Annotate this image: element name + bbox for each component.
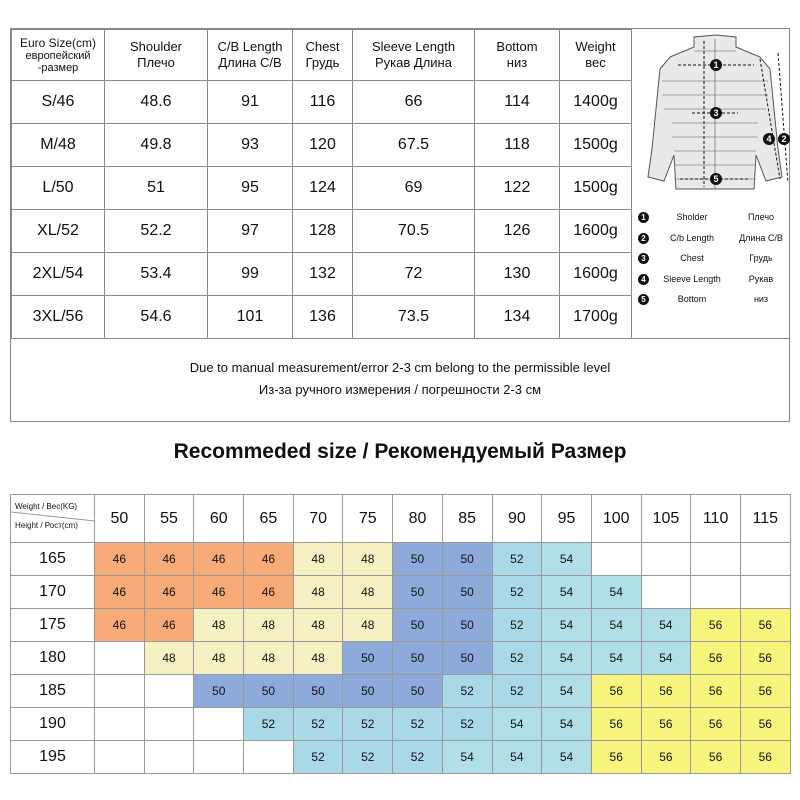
size-cell: 2XL/54 [12,253,105,296]
size-recommendation-cell: 50 [393,576,443,609]
cb-length-cell: 99 [208,253,293,296]
size-recommendation-cell: 52 [492,576,542,609]
sleeve-cell: 66 [353,81,475,124]
header-bottom: Bottom низ [475,30,560,81]
legend-label-ru: Плечо [747,212,775,222]
size-recommendation-cell: 50 [393,543,443,576]
size-recommendation-cell: 54 [442,741,492,774]
size-cell: M/48 [12,124,105,167]
size-recommendation-cell [591,543,641,576]
size-recommendation-cell [95,642,145,675]
size-recommendation-cell: 50 [244,675,294,708]
size-recommendation-cell [194,708,244,741]
size-cell: S/46 [12,81,105,124]
size-recommendation-cell: 54 [591,576,641,609]
sleeve-cell: 72 [353,253,475,296]
recommended-size-grid [10,494,791,774]
chest-cell: 128 [293,210,353,253]
bottom-cell: 114 [475,81,560,124]
size-cell: XL/52 [12,210,105,253]
legend-number-1-icon: 1 [638,212,649,223]
weight-header-cell: 115 [740,495,790,543]
height-cell: 195 [11,741,95,774]
size-row [12,124,632,167]
legend-label-en: Sleeve Length [663,273,721,284]
cb-length-cell: 97 [208,210,293,253]
weight-header-cell: 95 [542,495,592,543]
size-recommendation-cell: 48 [343,609,393,642]
size-recommendation-cell: 54 [641,609,691,642]
size-row [12,81,632,124]
size-recommendation-cell: 56 [740,708,790,741]
size-recommendation-cell: 48 [343,576,393,609]
size-table-header [12,30,632,81]
bottom-cell: 122 [475,167,560,210]
size-recommendation-cell [740,543,790,576]
sleeve-cell: 67.5 [353,124,475,167]
size-recommendation-cell: 56 [691,741,741,774]
size-recommendation-cell: 50 [343,642,393,675]
weight-header-cell: 50 [95,495,145,543]
size-recommendation-cell: 56 [740,609,790,642]
legend-label-ru: Длина C/B [739,232,783,243]
header-chest: Chest Грудь [293,30,353,81]
legend-label-en: Bottom [677,294,707,304]
weight-cell: 1600g [560,253,632,296]
size-recommendation-cell: 50 [442,543,492,576]
size-recommendation-cell [244,741,294,774]
size-recommendation-cell: 56 [691,708,741,741]
height-row [11,675,791,708]
chest-cell: 132 [293,253,353,296]
size-recommendation-cell: 56 [591,675,641,708]
size-recommendation-cell: 50 [442,609,492,642]
weight-axis-label: Weight / Вес(KG) [15,502,78,511]
shoulder-cell: 49.8 [105,124,208,167]
size-recommendation-cell: 52 [293,708,343,741]
size-recommendation-cell: 54 [641,642,691,675]
recommended-size-title: Recommeded size / Рекомендуемый Размер [173,440,627,463]
legend-item [638,250,788,271]
weight-cell: 1400g [560,81,632,124]
weight-header-cell: 100 [591,495,641,543]
size-recommendation-cell [144,675,194,708]
jacket-illustration [632,29,790,207]
size-recommendation-cell [194,741,244,774]
shoulder-cell: 53.4 [105,253,208,296]
size-chart [10,28,790,422]
marker-3: 3 [713,108,719,118]
jacket-diagram [631,29,790,338]
size-recommendation-cell: 52 [293,741,343,774]
height-cell: 170 [11,576,95,609]
sleeve-cell: 73.5 [353,296,475,339]
note-english: Due to manual measurement/error 2-3 cm belong to the permissible level [189,360,611,375]
legend-label-en: Chest [680,253,704,263]
shoulder-cell: 54.6 [105,296,208,339]
size-recommendation-cell: 48 [244,609,294,642]
height-row [11,609,791,642]
height-cell: 175 [11,609,95,642]
height-row [11,708,791,741]
legend-number-2-icon: 2 [638,233,649,244]
legend-number-5-icon: 5 [638,294,649,305]
height-row [11,741,791,774]
cb-length-cell: 91 [208,81,293,124]
size-recommendation-cell: 52 [492,543,542,576]
size-recommendation-cell: 46 [194,576,244,609]
weight-header-cell: 90 [492,495,542,543]
weight-header-cell: 80 [393,495,443,543]
height-cell: 185 [11,675,95,708]
size-recommendation-cell: 46 [244,543,294,576]
size-recommendation-cell: 52 [492,675,542,708]
size-recommendation-cell: 56 [641,741,691,774]
size-recommendation-cell: 52 [343,741,393,774]
weight-header-cell: 110 [691,495,741,543]
shoulder-cell: 52.2 [105,210,208,253]
size-recommendation-cell: 54 [542,543,592,576]
size-recommendation-cell: 56 [691,675,741,708]
weight-header-cell: 105 [641,495,691,543]
size-recommendation-cell: 48 [194,642,244,675]
size-recommendation-cell: 50 [442,576,492,609]
header-sleeve-length: Sleeve Length Рукав Длина [353,30,475,81]
size-recommendation-cell: 48 [293,642,343,675]
marker-4: 4 [766,134,772,144]
marker-5: 5 [713,174,719,184]
size-recommendation-cell: 46 [144,576,194,609]
legend-label-ru: Рукав [748,273,774,284]
size-row [12,167,632,210]
size-recommendation-cell: 56 [691,609,741,642]
legend-item [638,230,788,251]
height-row [11,543,791,576]
legend-number-3-icon: 3 [638,253,649,264]
chest-cell: 116 [293,81,353,124]
legend-label-en: C/b Length [669,232,715,243]
measurement-legend [638,209,788,312]
size-recommendation-cell: 56 [740,675,790,708]
size-recommendation-cell: 56 [641,708,691,741]
header-shoulder: Shoulder Плечо [105,30,208,81]
size-recommendation-cell: 56 [691,642,741,675]
height-cell: 165 [11,543,95,576]
sleeve-cell: 69 [353,167,475,210]
size-recommendation-cell: 48 [343,543,393,576]
size-recommendation-cell: 50 [393,609,443,642]
size-recommendation-cell: 50 [393,675,443,708]
weight-header-cell: 75 [343,495,393,543]
size-recommendation-cell: 48 [244,642,294,675]
size-recommendation-cell: 50 [293,675,343,708]
size-table [11,29,632,339]
legend-item [638,291,788,312]
bottom-cell: 126 [475,210,560,253]
header-cb-length: C/B Length Длина C/B [208,30,293,81]
size-row [12,253,632,296]
weight-header-cell: 85 [442,495,492,543]
size-recommendation-cell: 50 [393,642,443,675]
header-weight: Weight вес [560,30,632,81]
size-recommendation-cell: 54 [542,741,592,774]
size-recommendation-cell: 52 [393,708,443,741]
size-recommendation-cell [95,675,145,708]
shoulder-cell: 48.6 [105,81,208,124]
marker-1: 1 [713,60,719,70]
measurement-note [11,338,789,423]
size-recommendation-cell: 56 [740,642,790,675]
note-russian: Из-за ручного измерения / погрешности 2-3 см [258,382,542,397]
size-recommendation-cell: 52 [442,675,492,708]
header-euro-size: Euro Size(cm) европейский -размер [12,30,105,81]
height-cell: 180 [11,642,95,675]
size-recommendation-cell: 56 [591,708,641,741]
size-recommendation-cell: 54 [591,642,641,675]
size-recommendation-cell: 50 [343,675,393,708]
size-recommendation-cell: 48 [194,609,244,642]
weight-header-cell: 60 [194,495,244,543]
size-recommendation-cell: 56 [591,741,641,774]
chest-cell: 120 [293,124,353,167]
size-recommendation-cell: 48 [293,609,343,642]
weight-cell: 1500g [560,167,632,210]
size-recommendation-cell: 54 [542,609,592,642]
cb-length-cell: 101 [208,296,293,339]
size-recommendation-cell [95,741,145,774]
size-recommendation-cell: 54 [542,708,592,741]
weight-cell: 1700g [560,296,632,339]
legend-item [638,209,788,230]
size-recommendation-cell [144,741,194,774]
size-recommendation-cell: 54 [542,642,592,675]
legend-label-ru: низ [753,294,769,304]
bottom-cell: 118 [475,124,560,167]
bottom-cell: 134 [475,296,560,339]
size-cell: L/50 [12,167,105,210]
size-recommendation-cell [144,708,194,741]
size-recommendation-cell: 46 [95,576,145,609]
sleeve-cell: 70.5 [353,210,475,253]
size-recommendation-cell: 54 [542,576,592,609]
size-recommendation-cell: 52 [492,642,542,675]
size-recommendation-cell: 56 [740,741,790,774]
size-recommendation-cell [691,543,741,576]
weight-cell: 1600g [560,210,632,253]
size-recommendation-cell [691,576,741,609]
size-recommendation-cell: 52 [393,741,443,774]
height-axis-label: Height / Рост(cm) [15,521,78,530]
size-row [12,296,632,339]
size-row [12,210,632,253]
size-recommendation-cell: 48 [293,576,343,609]
legend-label-en: Sholder [676,212,708,222]
height-row [11,642,791,675]
size-recommendation-cell [740,576,790,609]
size-recommendation-cell: 52 [442,708,492,741]
size-cell: 3XL/56 [12,296,105,339]
size-recommendation-cell: 52 [343,708,393,741]
size-recommendation-cell: 46 [144,609,194,642]
size-recommendation-cell: 52 [244,708,294,741]
size-recommendation-cell: 48 [144,642,194,675]
weight-cell: 1500g [560,124,632,167]
size-recommendation-cell: 52 [492,609,542,642]
height-row [11,576,791,609]
size-recommendation-cell: 56 [641,675,691,708]
size-recommendation-cell: 46 [95,609,145,642]
size-recommendation-cell: 54 [492,708,542,741]
size-recommendation-cell: 46 [95,543,145,576]
weight-header-cell: 65 [244,495,294,543]
legend-item [638,271,788,292]
size-recommendation-cell: 50 [194,675,244,708]
size-recommendation-cell: 46 [244,576,294,609]
size-recommendation-cell: 48 [293,543,343,576]
size-recommendation-cell: 54 [492,741,542,774]
size-recommendation-cell: 46 [194,543,244,576]
size-recommendation-cell: 54 [542,675,592,708]
height-cell: 190 [11,708,95,741]
legend-label-ru: Грудь [749,253,773,263]
chest-cell: 136 [293,296,353,339]
size-recommendation-cell: 54 [591,609,641,642]
weight-header-row [11,495,791,543]
grid-corner [11,495,95,543]
cb-length-cell: 95 [208,167,293,210]
size-recommendation-cell [95,708,145,741]
weight-header-cell: 55 [144,495,194,543]
size-recommendation-cell: 50 [442,642,492,675]
marker-2: 2 [781,134,787,144]
size-recommendation-cell [641,576,691,609]
size-recommendation-cell [641,543,691,576]
size-recommendation-cell: 46 [144,543,194,576]
legend-number-4-icon: 4 [638,274,649,285]
weight-header-cell: 70 [293,495,343,543]
chest-cell: 124 [293,167,353,210]
bottom-cell: 130 [475,253,560,296]
shoulder-cell: 51 [105,167,208,210]
cb-length-cell: 93 [208,124,293,167]
